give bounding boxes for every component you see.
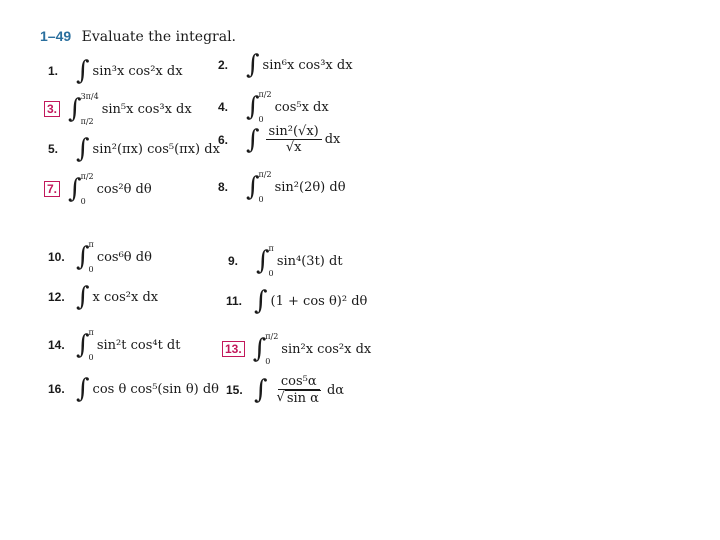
definite-integral-sign: ∫ π/2 0 (68, 172, 94, 206)
integrand: sin²(πx) cos⁵(πx) dx (92, 141, 220, 157)
integrand: x cos²x dx (92, 289, 159, 305)
problem-5 (48, 136, 220, 162)
lower-limit: 0 (258, 195, 264, 204)
problem-2 (218, 52, 353, 78)
problem-1 (48, 58, 183, 84)
integrand: (1 + cos θ)² dθ (270, 293, 368, 309)
integrand: sin⁶x cos³x dx (262, 57, 353, 73)
problem-number: 14. (48, 338, 65, 352)
problem-3 (44, 92, 192, 126)
exercise-range: 1–49 (40, 28, 72, 44)
integrand: sin²t cos⁴t dt (96, 337, 181, 353)
problem-4 (218, 90, 329, 124)
lower-limit: 0 (265, 357, 271, 366)
integrand: cos⁶θ dθ (96, 249, 152, 265)
integral-sign: ∫ (76, 282, 90, 312)
radical-symbol: √ (276, 390, 285, 405)
problem-number: 9. (228, 254, 239, 268)
problem-11 (226, 288, 367, 314)
fraction (266, 124, 322, 155)
lower-limit: π/2 (80, 117, 94, 126)
integrand: cos⁵x dx (274, 99, 329, 115)
problem-number: 11. (226, 294, 243, 308)
problem-9 (228, 244, 343, 278)
exercise-instruction: Evaluate the integral. (81, 29, 236, 45)
integral-sign: ∫ (254, 286, 268, 316)
definite-integral-sign: ∫ π 0 (76, 240, 94, 274)
integrand: sin²(2θ) dθ (274, 179, 346, 195)
exercise-header (40, 28, 236, 45)
lower-limit: 0 (88, 353, 94, 362)
lower-limit: 0 (268, 269, 274, 278)
integrand: sin⁵x cos³x dx (101, 101, 192, 117)
problem-15 (226, 374, 344, 406)
integrand: sin⁴(3t) dt (276, 253, 343, 269)
upper-limit: π/2 (80, 172, 94, 181)
upper-limit: π (88, 328, 94, 337)
definite-integral-sign: ∫ π/2 0 (246, 90, 272, 124)
problem-number: 4. (218, 100, 229, 114)
problem-number: 5. (48, 142, 59, 156)
fraction (274, 374, 324, 406)
lower-limit: 0 (258, 115, 264, 124)
integrand: cos²θ dθ (96, 181, 152, 197)
problem-number-highlighted: 13. (222, 341, 245, 357)
problem-number: 1. (48, 64, 59, 78)
square-root (277, 390, 321, 406)
lower-limit: 0 (80, 197, 86, 206)
problem-number: 12. (48, 290, 65, 304)
integral-sign: ∫ (254, 375, 268, 405)
problem-6 (218, 124, 340, 155)
integrand: sin²x cos²x dx (281, 341, 372, 357)
integrand: cos θ cos⁵(sin θ) dθ (92, 381, 219, 397)
integral-sign: ∫ (246, 124, 260, 155)
integral-sign: ∫ (76, 374, 90, 404)
upper-limit: π/2 (258, 170, 272, 179)
integral-sign: ∫ (76, 56, 90, 86)
problem-number: 16. (48, 382, 65, 396)
fraction-denominator: √x (285, 140, 302, 155)
problem-8 (218, 170, 346, 204)
upper-limit: π/2 (258, 90, 272, 99)
upper-limit: π (88, 240, 94, 249)
problem-number-highlighted: 7. (44, 181, 60, 197)
upper-limit: π (268, 244, 274, 253)
problem-number: 6. (218, 132, 229, 147)
problem-14 (48, 328, 180, 362)
problem-number: 8. (218, 180, 229, 194)
integral-sign: ∫ (246, 50, 260, 80)
problem-12 (48, 284, 158, 310)
definite-integral-sign: ∫ π/2 0 (246, 170, 272, 204)
problem-7 (44, 172, 152, 206)
integrand: sin³x cos²x dx (92, 63, 183, 79)
fraction-numerator: cos⁵α (278, 374, 320, 390)
upper-limit: 3π/4 (80, 92, 99, 101)
problem-16 (48, 376, 219, 402)
fraction-denominator (274, 390, 324, 406)
lower-limit: 0 (88, 265, 94, 274)
problem-number: 2. (218, 58, 229, 72)
differential: dα (326, 382, 345, 398)
differential: dx (324, 132, 341, 147)
problem-number: 10. (48, 250, 65, 264)
radicand: sin α (286, 391, 319, 406)
problem-10 (48, 240, 152, 274)
problem-number-highlighted: 3. (44, 101, 60, 117)
upper-limit: π/2 (265, 332, 279, 341)
definite-integral-sign: ∫ π 0 (76, 328, 94, 362)
fraction-numerator: sin²(√x) (266, 124, 322, 140)
problem-13 (222, 332, 371, 366)
integral-sign: ∫ (76, 134, 90, 164)
definite-integral-sign: ∫ π 0 (256, 244, 274, 278)
definite-integral-sign: ∫ π/2 0 (252, 332, 279, 366)
problem-number: 15. (226, 383, 243, 397)
definite-integral-sign: ∫ 3π/4 π/2 (68, 92, 99, 126)
